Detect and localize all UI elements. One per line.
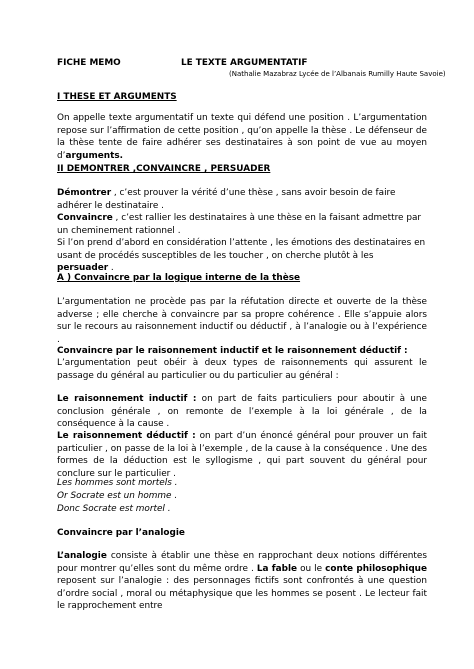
demontrer-term: Démontrer [57,188,112,198]
author-credit: (Nathalie Mazabraz Lycée de l’Albanais Rumilly Haute Savoie) [229,70,446,78]
section-heading-theses: I THESE ET ARGUMENTS [57,92,177,102]
inductif-text: on part de faits particuliers pour aboutir à une conclusion générale , on remonte de l’exemple à la loi générale , de la conséquence à la cause . [57,394,427,430]
syllogism-line-3: Donc Socrate est mortel . [57,504,171,514]
paragraph-analogie [57,550,427,613]
memo-label: FICHE MEMO [57,58,121,68]
persuader-term: persuader [57,263,109,274]
section-heading-logique: A ) Convaincre par la logique interne de la thèse [57,273,301,283]
theses-text: On appelle texte argumentatif un texte qui défend une position . L’argumentation repose sur l’affirmation de cette position , qu’on appelle la thèse . Le défenseur de la thèse tente de faire adhérer ses destinataires à son point de vue au moyen d’ [57,113,427,161]
page-title: LE TEXTE ARGUMENTATIF [181,58,308,68]
paragraph-demontrer [57,187,427,212]
paragraph-persuader [57,237,427,275]
paragraph-inductif [57,393,427,431]
paragraph-intro-logique: L’argumentation ne procède pas par la réfutation directe et ouverte de la thèse adverse ; elle cherche à convaincre par sa propre cohérence . Elle s’appuie alors sur le recours au raisonnement inductif ou déductif , à l’analogie ou à l’expérience . [57,297,427,345]
conte-term: conte philosophique [325,563,428,574]
analogie-text-2: reposent sur l’analogie : des personnages fictifs sont confrontés à une question d’ordre social , moral ou métaphysique que les hommes se posent . Le lecteur fait le rapprochement entre [57,576,427,612]
convaincre-term: Convaincre [57,213,113,223]
arguments-term: arguments. [65,150,123,161]
paragraph-convaincre [57,212,427,237]
fable-term: La fable [256,563,298,574]
demontrer-text: , c’est prouver la vérité d’une thèse , sans avoir besoin de faire adhérer le destinataire . [57,188,396,211]
analogie-text-1: consiste à établir une thèse en rapprochant deux notions différentes pour montrer qu’elles sont du même ordre . [57,551,427,574]
subheading-inductif-deductif: Convaincre par le raisonnement inductif et le raisonnement déductif : [57,346,408,356]
persuader-end: . [108,263,114,274]
inductif-term: Le raisonnement inductif : [57,394,197,404]
deductif-term: Le raisonnement déductif : [57,431,196,441]
convaincre-text: , c’est rallier les destinataires à une thèse en la faisant admettre par un cheminement rationnel . [57,213,422,236]
subheading-analogie: Convaincre par l’analogie [57,528,185,538]
syllogism-line-2: Or Socrate est un homme . [57,491,178,501]
paragraph-deductif [57,430,427,480]
section-heading-demontrer: II DEMONTRER ,CONVAINCRE , PERSUADER [57,164,271,174]
syllogism-line-1: Les hommes sont mortels . [57,478,178,488]
paragraph-raisonnements: L’argumentation peut obéir à deux types de raisonnements qui assurent le passage du général au particulier ou du particulier au général : [57,358,427,381]
analogie-or: ou le [297,563,326,574]
analogie-term: L’analogie [57,551,107,561]
persuader-text: Si l’on prend d’abord en considération l’attente , les émotions des destinataires en usant de procédés susceptibles de les toucher , on cherche plutôt à les [57,238,426,261]
deductif-text: on part d’un énoncé général pour prouver un fait particulier , on passe de la loi à l’exemple , de la cause à la conséquence . Une des formes de la déduction est le syllogisme , qui part souvent du général pour conclure sur le particulier . [57,431,427,479]
section-text-theses [57,112,427,162]
